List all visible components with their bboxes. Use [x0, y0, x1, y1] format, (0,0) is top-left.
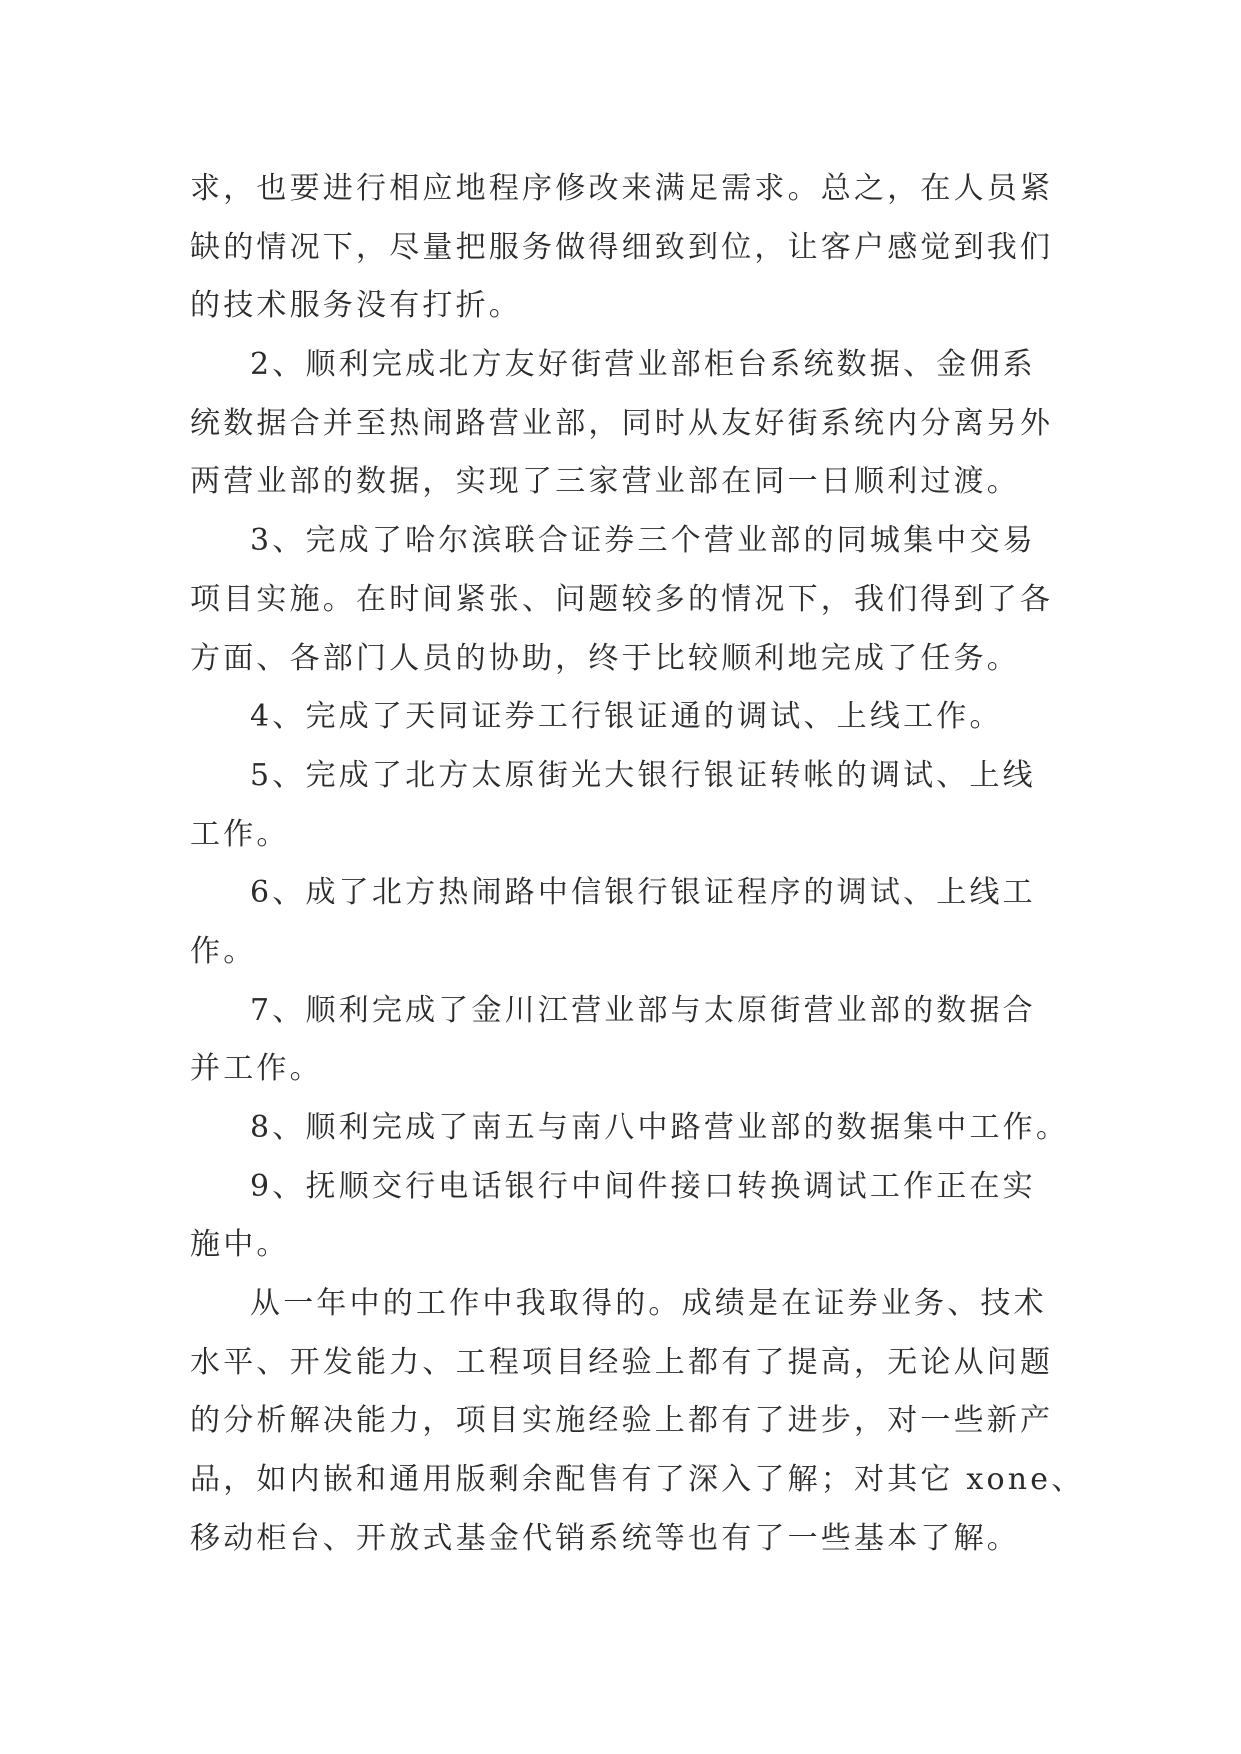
text-line: 的分析解决能力，项目实施经验上都有了进步，对一些新产: [190, 1403, 1054, 1439]
text-line: 4、完成了天同证券工行银证通的调试、上线工作。: [250, 699, 1003, 735]
text-line: 品，如内嵌和通用版剩余配售有了深入了解；对其它 xone、: [190, 1462, 1085, 1498]
text-line: 工作。: [190, 816, 290, 852]
paragraph-item-3: [190, 512, 1054, 688]
paragraph-item-4: [190, 688, 1050, 747]
document-body: [190, 160, 1085, 1569]
text-line: 移动柜台、开放式基金代销系统等也有了一些基本了解。: [190, 1520, 1020, 1556]
paragraph-summary: [190, 1275, 1085, 1568]
text-line: 方面、各部门人员的协助，终于比较顺利地完成了任务。: [190, 640, 1020, 676]
text-line: 缺的情况下，尽量把服务做得细致到位，让客户感觉到我们: [190, 229, 1054, 265]
paragraph-item-2: [190, 336, 1054, 512]
text-line: 6、成了北方热闹路中信银行银证程序的调试、上线工: [250, 875, 1036, 911]
text-line: 3、完成了哈尔滨联合证券三个营业部的同城集中交易: [250, 523, 1036, 559]
paragraph-item-7: [190, 982, 1050, 1099]
text-line: 求，也要进行相应地程序修改来满足需求。总之，在人员紧: [190, 171, 1054, 206]
text-line: 水平、开发能力、工程项目经验上都有了提高，无论从问题: [190, 1344, 1054, 1380]
text-line: 的技术服务没有打折。: [190, 288, 522, 324]
paragraph-item-9: [190, 1158, 1050, 1275]
paragraph-item-8: [190, 1099, 1070, 1158]
paragraph-1: [190, 160, 1054, 336]
paragraph-item-5: [190, 747, 1050, 864]
text-line: 作。: [190, 933, 257, 969]
text-line: 项目实施。在时间紧张、问题较多的情况下，我们得到了各: [190, 581, 1054, 617]
text-line: 5、完成了北方太原街光大银行银证转帐的调试、上线: [250, 757, 1036, 793]
text-line: 施中。: [190, 1227, 290, 1263]
text-line: 两营业部的数据，实现了三家营业部在同一日顺利过渡。: [190, 464, 1020, 500]
text-line: 8、顺利完成了南五与南八中路营业部的数据集中工作。: [250, 1110, 1070, 1145]
text-line: 2、顺利完成北方友好街营业部柜台系统数据、金佣系: [250, 347, 1036, 383]
text-line: 9、抚顺交行电话银行中间件接口转换调试工作正在实: [250, 1168, 1036, 1204]
text-line: 从一年中的工作中我取得的。成绩是在证券业务、技术: [250, 1286, 1047, 1322]
text-line: 并工作。: [190, 1051, 323, 1087]
text-line: 统数据合并至热闹路营业部，同时从友好街系统内分离另外: [190, 405, 1054, 441]
paragraph-item-6: [190, 864, 1050, 981]
text-line: 7、顺利完成了金川江营业部与太原街营业部的数据合: [250, 992, 1036, 1028]
